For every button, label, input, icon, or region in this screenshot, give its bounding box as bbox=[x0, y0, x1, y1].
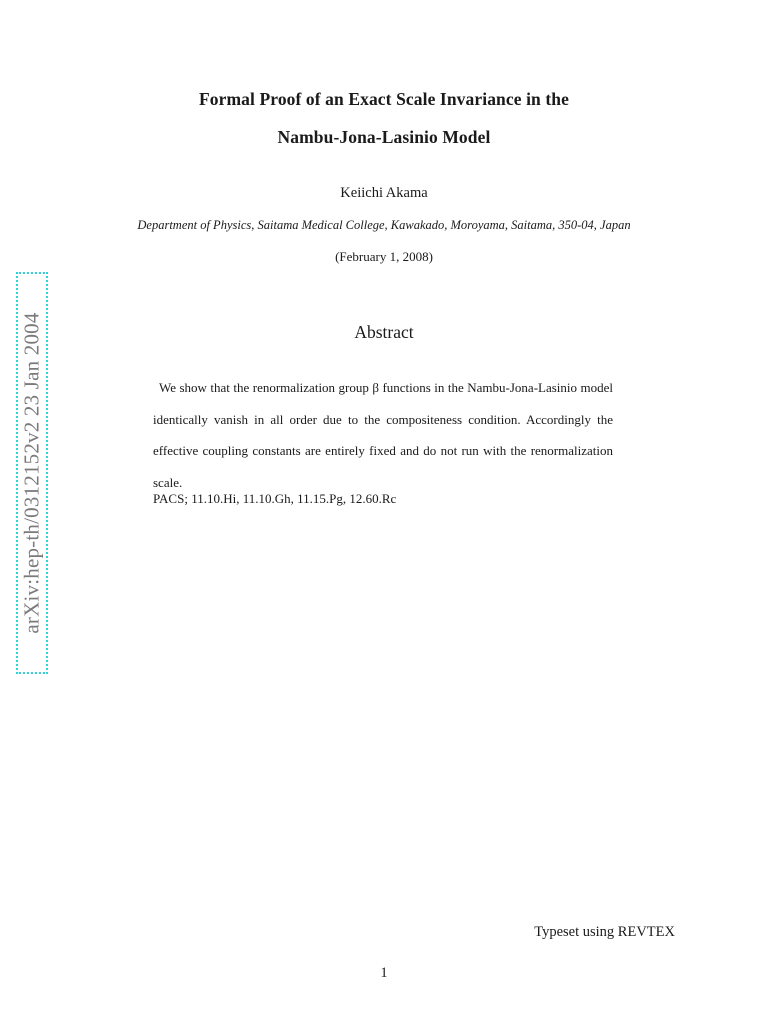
arxiv-identifier[interactable]: arXiv:hep-th/0312152v2 23 Jan 2004 bbox=[19, 312, 44, 634]
pacs-codes: PACS; 11.10.Hi, 11.10.Gh, 11.15.Pg, 12.60.Rc bbox=[153, 491, 397, 506]
paper-title-line-1: Formal Proof of an Exact Scale Invariance in the bbox=[199, 89, 569, 109]
author-name: Keiichi Akama bbox=[340, 185, 428, 201]
abstract-body: We show that the renormalization group β functions in the Nambu-Jona-Lasinio model identically vanish in all order due to the compositeness condition. Accordingly the effective coupling constants are entirely fixed and do not run with the renormalization scale. bbox=[153, 380, 613, 490]
typeset-note: Typeset using REVTEX bbox=[534, 924, 675, 940]
paper-title-line-2: Nambu-Jona-Lasinio Model bbox=[277, 127, 491, 147]
paper-date: (February 1, 2008) bbox=[335, 249, 433, 264]
abstract-heading: Abstract bbox=[354, 322, 414, 342]
author-affiliation: Department of Physics, Saitama Medical College, Kawakado, Moroyama, Saitama, 350-04, Japan bbox=[137, 218, 631, 232]
page-number: 1 bbox=[380, 965, 388, 981]
